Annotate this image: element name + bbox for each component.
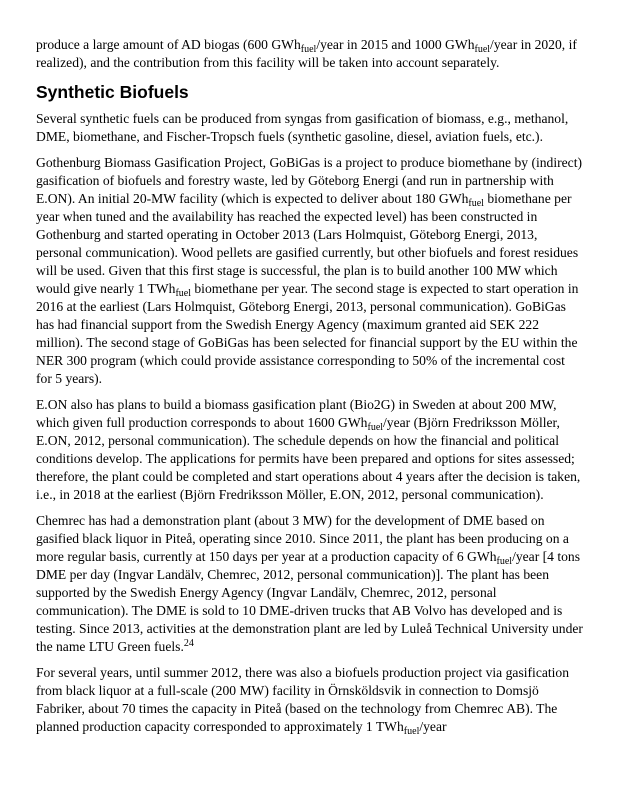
paragraph-eon-bio2g: E.ON also has plans to build a biomass gasification plant (Bio2G) in Sweden at about 200 MW, which given full production corresponds to about 1600 GWh$_{fuel}$/year (Björn Fredriksson Möller, E.ON, 2012, personal communication). The schedule depends on how the financial and political conditions develop. The applications for permits have been prepared and options for sites assessed; therefore, the plant could be completed and start operations about 4 years after the decision is taken, i.e., in 2018 at the earliest (Björn Fredriksson Möller, E.ON, 2012, personal communication).	[36, 397, 581, 502]
subscript-fuel: fuel	[474, 44, 491, 55]
paragraph-chemrec: Chemrec has had a demonstration plant (about 3 MW) for the development of DME based on gasified black liquor in Piteå, operating since 2010. Since 2011, the plant has been producing on a more regular basis, currently at 150 days per year at a production capacity of 6 GWh$_{fuel}$/year [4 tons DME per day (Ingvar Landälv, Chemrec, 2012, personal communication)]. The plant has been supported by the Swedish Energy Agency (Ingvar Landälv, Chemrec, 2012, personal communication). The DME is sold to 10 DME-driven trucks that AB Volvo has developed and is testing. Since 2013, activities at the demonstration plant are led by Luleå Technical University under the name LTU Green fuels.$^{24}$	[36, 513, 583, 654]
subscript-fuel: fuel	[403, 726, 420, 737]
paragraph-ad-biogas: produce a large amount of AD biogas (600 GWh$_{fuel}$/year in 2015 and 1000 GWh$_{fuel}$/year in 2020, if realized), and the contribution from this facility will be taken into account separately.	[36, 37, 577, 70]
subscript-fuel: fuel	[468, 198, 484, 209]
subscript-fuel: fuel	[300, 44, 317, 55]
paragraph-gobigas: Gothenburg Biomass Gasification Project, GoBiGas is a project to produce biomethane by (indirect) gasification of biofuels and forestry waste, led by Göteborg Energi (and run in partnership with E.ON). An initial 20-MW facility (which is expected to deliver about 180 GWh$_{fuel}$ biomethane per year when tuned and the availability has reached the expected level) has been constructed in Gothenburg and started operating in October 2013 (Lars Holmquist, Göteborg Energi, 2013, personal communication). Wood pellets are gasified currently, but other biofuels and forest residues will be used. Given that this first stage is successful, the plan is to build another 100 MW which would give nearly 1 TWh$_{fuel}$ biomethane per year. The second stage is expected to start operation in 2016 at the earliest (Lars Holmquist, Göteborg Energi, 2013, personal communication). GoBiGas has had financial support from the Swedish Energy Agency (maximum granted aid SEK 222 million). The second stage of GoBiGas has been selected for financial support by the EU within the NER 300 program (which could provide assistance corresponding to 50% of the incremental cost for 5 years).	[36, 155, 583, 386]
footnote-marker[interactable]: 24	[183, 638, 194, 649]
paragraph-synthetic-fuels-intro: Several synthetic fuels can be produced from syngas from gasification of biomass, e.g., methanol, DME, biomethane, and Fischer-Tropsch fuels (synthetic gasoline, diesel, aviation fuels, etc.).	[36, 111, 569, 144]
subscript-fuel: fuel	[175, 288, 191, 299]
paragraph-ornskoldsvik: For several years, until summer 2012, there was also a biofuels production project via gasification from black liquor at a full-scale (200 MW) facility in Örnsköldsvik in connection to Domsjö Fabriker, about 70 times the capacity in Piteå (based on the technology from Chemrec AB). The planned production capacity corresponded to approximately 1 TWh$_{fuel}$/year	[36, 665, 570, 737]
subscript-fuel: fuel	[367, 422, 384, 433]
section-heading: Synthetic Biofuels	[36, 82, 189, 102]
subscript-fuel: fuel	[496, 556, 513, 567]
document-page	[36, 36, 584, 744]
